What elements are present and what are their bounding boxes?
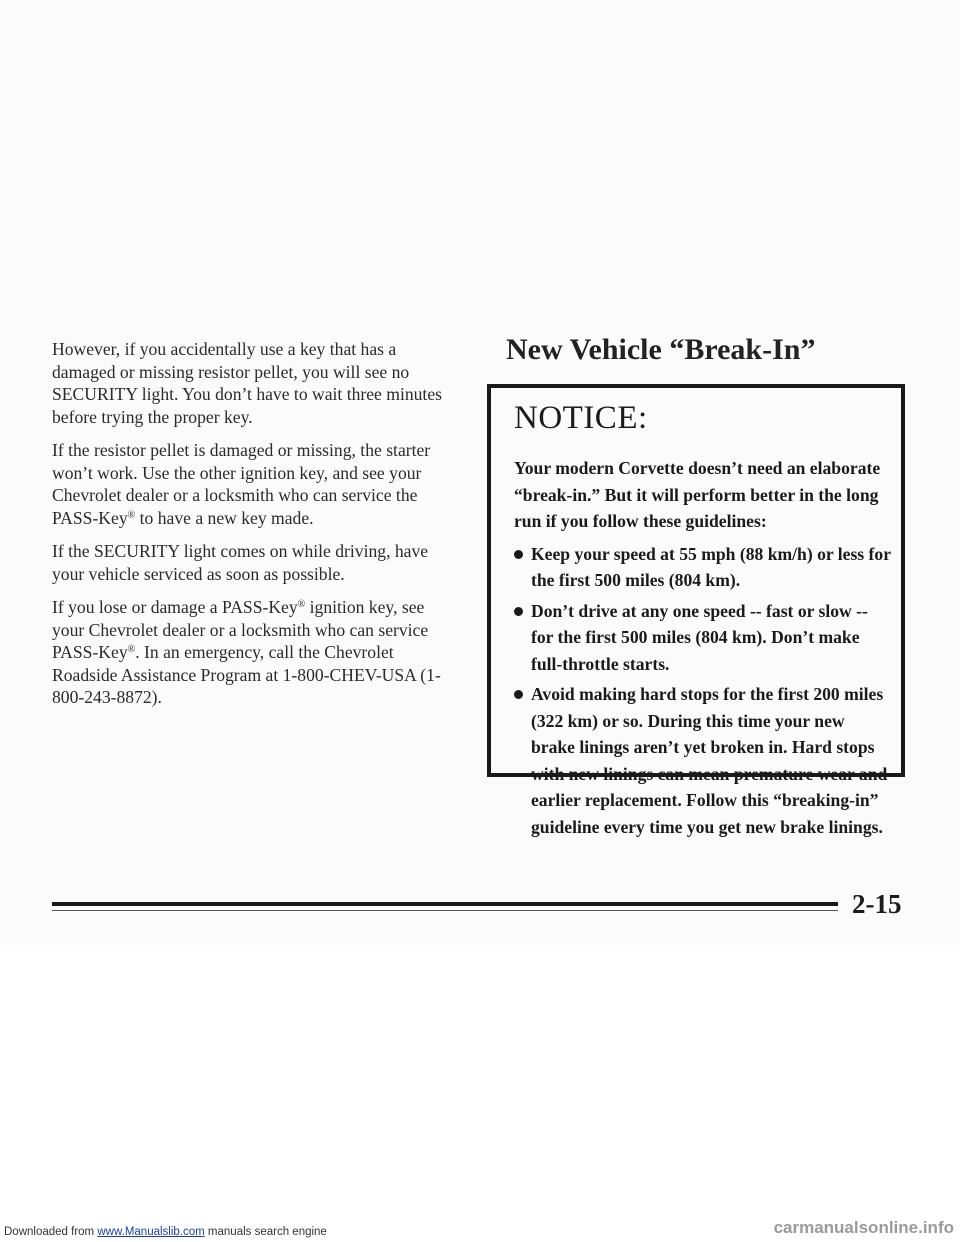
notice-list	[514, 541, 891, 841]
footer-rule-thin	[52, 910, 838, 911]
registered-mark: ®	[127, 644, 136, 655]
manualslib-link[interactable]: www.Manualslib.com	[97, 1226, 205, 1238]
registered-mark: ®	[127, 509, 136, 521]
bullet-icon	[514, 607, 523, 616]
bullet-icon	[514, 550, 523, 559]
bullet-icon	[514, 690, 523, 699]
section-heading: New Vehicle “Break-In”	[506, 333, 816, 366]
paragraph-security-light: If the SECURITY light comes on while driving, have your vehicle serviced as soon as possible.	[52, 541, 429, 584]
registered-mark: ®	[297, 599, 306, 610]
left-column	[52, 338, 457, 720]
pass-key-term: PASS-Key	[222, 597, 298, 617]
notice-intro: Your modern Corvette doesn’t need an elaborate “break-in.” But it will perform better in the long run if you follow these guidelines:	[514, 458, 881, 531]
notice-title: NOTICE:	[514, 400, 648, 436]
paragraph-damaged-pellet: If the resistor pellet is damaged or missing, the starter won’t work. Use the other ignition key, and see your Chevrolet dealer or a locksmith who can service the PASS-Key® to have a new key made.	[52, 440, 431, 528]
footer-prefix: Downloaded from	[4, 1226, 95, 1238]
notice-box	[487, 384, 905, 837]
paragraph-lost-key: If you lose or damage a PASS-Key® ignition key, see your Chevrolet dealer or a locksmith who can service PASS-Key®. In an emergency, call the Chevrolet Roadside Assistance Program at 1-800-CHEV-USA (1-800-243-8872).	[52, 597, 441, 707]
watermark-text: carmanualsonline.info	[773, 1218, 954, 1237]
pass-key-term: PASS-Key	[52, 642, 128, 662]
pass-key-term: PASS-Key	[52, 507, 128, 528]
page-number: 2-15	[852, 889, 902, 919]
list-item: Avoid making hard stops for the first 200 miles (322 km) or so. During this time your new brake linings aren’t yet broken in. Hard stops with new linings can mean premature wear and earlier replacement. Follow this “breaking-in” guideline every time you get new brake linings.	[514, 681, 891, 840]
footer-suffix: manuals search engine	[207, 1226, 327, 1238]
download-footer	[4, 1226, 327, 1238]
list-item: Don’t drive at any one speed -- fast or slow -- for the first 500 miles (804 km). Don’t make full-throttle starts.	[514, 598, 891, 678]
list-item: Keep your speed at 55 mph (88 km/h) or less for the first 500 miles (804 km).	[514, 541, 891, 594]
footer-rule	[52, 902, 838, 906]
paragraph-wrong-key: However, if you accidentally use a key that has a damaged or missing resistor pellet, you will see no SECURITY light. You don’t have to wait three minutes before trying the proper key.	[52, 339, 442, 427]
